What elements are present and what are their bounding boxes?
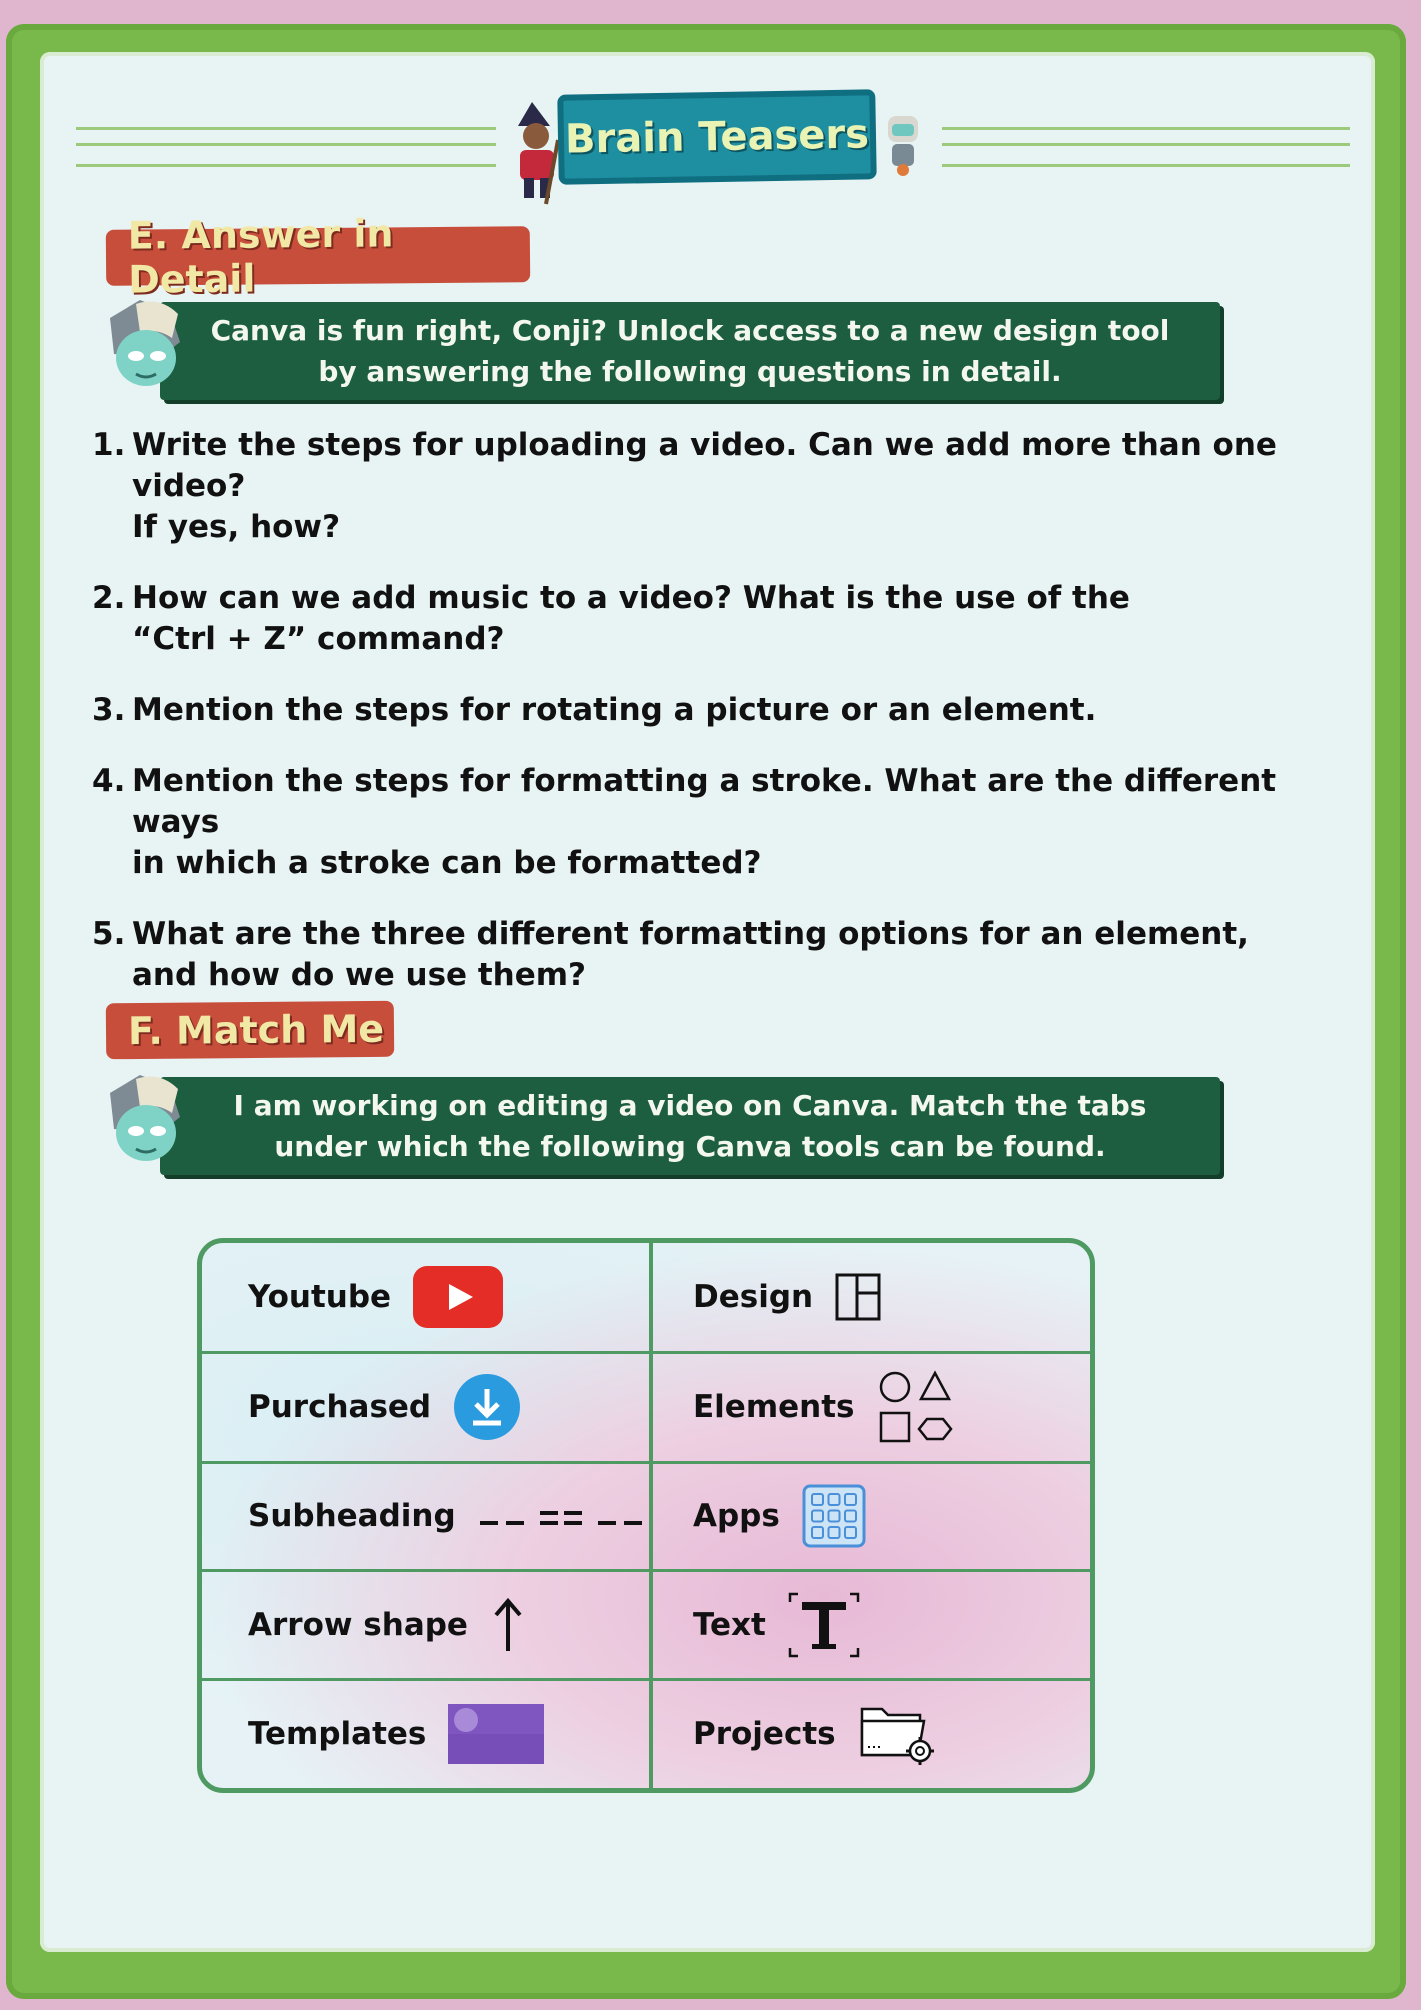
question-number: 4. <box>92 763 126 799</box>
conji-character-icon <box>100 298 192 394</box>
match-left-label: Youtube <box>248 1279 392 1315</box>
question-text: Mention the steps for rotating a picture or an element. <box>132 692 1097 728</box>
match-table <box>197 1238 1095 1793</box>
match-right-apps <box>693 1462 866 1570</box>
match-left-subheading <box>248 1462 658 1570</box>
question-text-cont: “Ctrl + Z” command? <box>132 621 505 657</box>
text-t-icon <box>788 1592 860 1658</box>
match-left-label: Arrow shape <box>248 1607 468 1643</box>
layout-icon <box>835 1273 881 1321</box>
left-decor-lines <box>76 127 496 167</box>
question-3 <box>92 690 1312 731</box>
match-right-design <box>693 1243 881 1351</box>
right-decor-lines <box>942 127 1350 167</box>
question-text: Write the steps for uploading a video. Can we add more than one video? <box>132 427 1277 504</box>
match-right-label: Text <box>693 1607 766 1643</box>
match-right-label: Projects <box>693 1716 836 1752</box>
match-left-label: Subheading <box>248 1498 456 1534</box>
robot-character-icon <box>880 112 926 176</box>
conji-character-icon <box>100 1073 192 1169</box>
question-4 <box>92 761 1312 884</box>
question-number: 1. <box>92 427 126 463</box>
section-e-instruction-line-1: Canva is fun right, Conji? Unlock access to a new design tool <box>210 314 1170 347</box>
section-f-tag <box>106 1001 394 1060</box>
match-right-elements <box>693 1353 957 1461</box>
template-thumbnail-icon <box>448 1704 544 1764</box>
question-number: 2. <box>92 580 126 616</box>
up-arrow-icon <box>490 1597 526 1653</box>
question-text: Mention the steps for formatting a stroke. What are the different ways <box>132 763 1277 840</box>
match-right-label: Elements <box>693 1389 855 1425</box>
section-e-title: E. Answer in Detail <box>127 211 394 302</box>
match-right-text <box>693 1571 860 1679</box>
question-text-cont: in which a stroke can be formatted? <box>132 845 762 881</box>
match-left-purchased <box>248 1353 521 1461</box>
shapes-icon <box>877 1369 957 1445</box>
question-text-cont: and how do we use them? <box>132 957 587 993</box>
section-e-instruction-box <box>160 302 1220 400</box>
apps-grid-icon <box>802 1484 866 1548</box>
download-icon <box>453 1373 521 1441</box>
question-number: 3. <box>92 692 126 728</box>
question-number: 5. <box>92 916 126 952</box>
match-left-templates <box>248 1680 544 1788</box>
brain-teasers-banner <box>557 89 877 185</box>
match-right-label: Design <box>693 1279 814 1315</box>
folder-gear-icon <box>858 1701 940 1767</box>
section-f-title: F. Match Me <box>127 1006 385 1054</box>
match-right-label: Apps <box>693 1498 780 1534</box>
question-text: What are the three different formatting options for an element, <box>132 916 1249 952</box>
match-left-arrow-shape <box>248 1571 526 1679</box>
match-left-label: Templates <box>248 1716 427 1752</box>
section-f-instruction-box <box>160 1077 1220 1175</box>
dashed-line-icon <box>478 1501 658 1531</box>
question-5 <box>92 914 1312 996</box>
match-left-youtube <box>248 1243 503 1351</box>
youtube-icon <box>413 1266 503 1328</box>
question-list <box>92 425 1312 1026</box>
section-e-instruction-line-2: by answering the following questions in detail. <box>318 355 1062 388</box>
question-text-cont: If yes, how? <box>132 509 341 545</box>
match-right-projects <box>693 1680 940 1788</box>
match-left-label: Purchased <box>248 1389 432 1425</box>
section-e-tag <box>106 211 530 302</box>
question-text: How can we add music to a video? What is the use of the <box>132 580 1130 616</box>
question-2 <box>92 578 1312 660</box>
question-1 <box>92 425 1312 548</box>
section-f-instruction-line-2: under which the following Canva tools can be found. <box>274 1130 1106 1163</box>
page-title: Brain Teasers <box>564 111 870 163</box>
section-f-instruction-line-1: I am working on editing a video on Canva. Match the tabs <box>233 1089 1147 1122</box>
